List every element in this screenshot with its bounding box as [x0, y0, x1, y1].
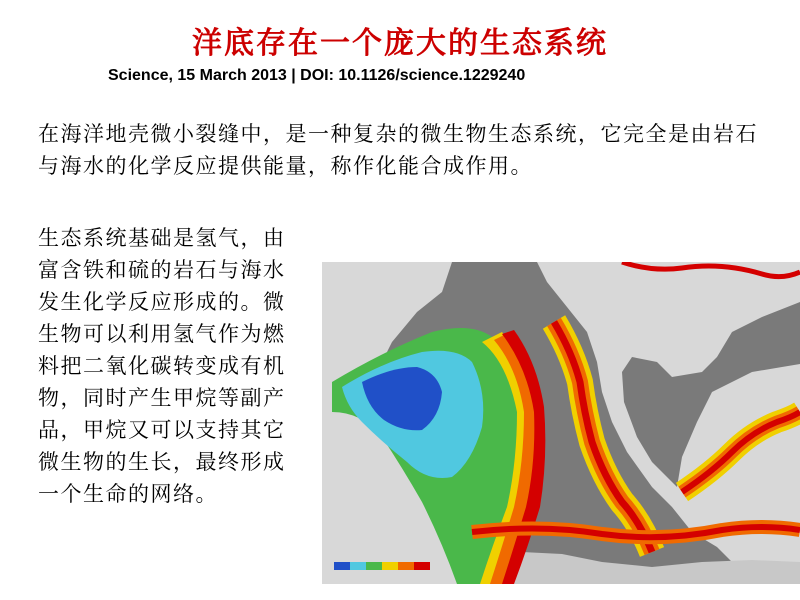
seafloor-age-map	[322, 262, 800, 584]
citation: Science, 15 March 2013 | DOI: 10.1126/science.1229240	[108, 67, 526, 84]
intro-paragraph: 在海洋地壳微小裂缝中，是一种复杂的微生物生态系统，它完全是由岩石与海水的化学反应提供能量，称作化能合成作用。	[38, 122, 758, 178]
slide-title: 洋底存在一个庞大的生态系统	[192, 26, 608, 61]
seafloor-age-map-graphic	[322, 262, 800, 584]
detail-paragraph: 生态系统基础是氢气，由富含铁和硫的岩石与海水发生化学反应形成的。微生物可以利用氢气作为燃料把二氧化碳转变成有机物，同时产生甲烷等副产品，甲烷又可以支持其它微生物的生长，最终形成一个生命的网络。	[38, 226, 286, 506]
